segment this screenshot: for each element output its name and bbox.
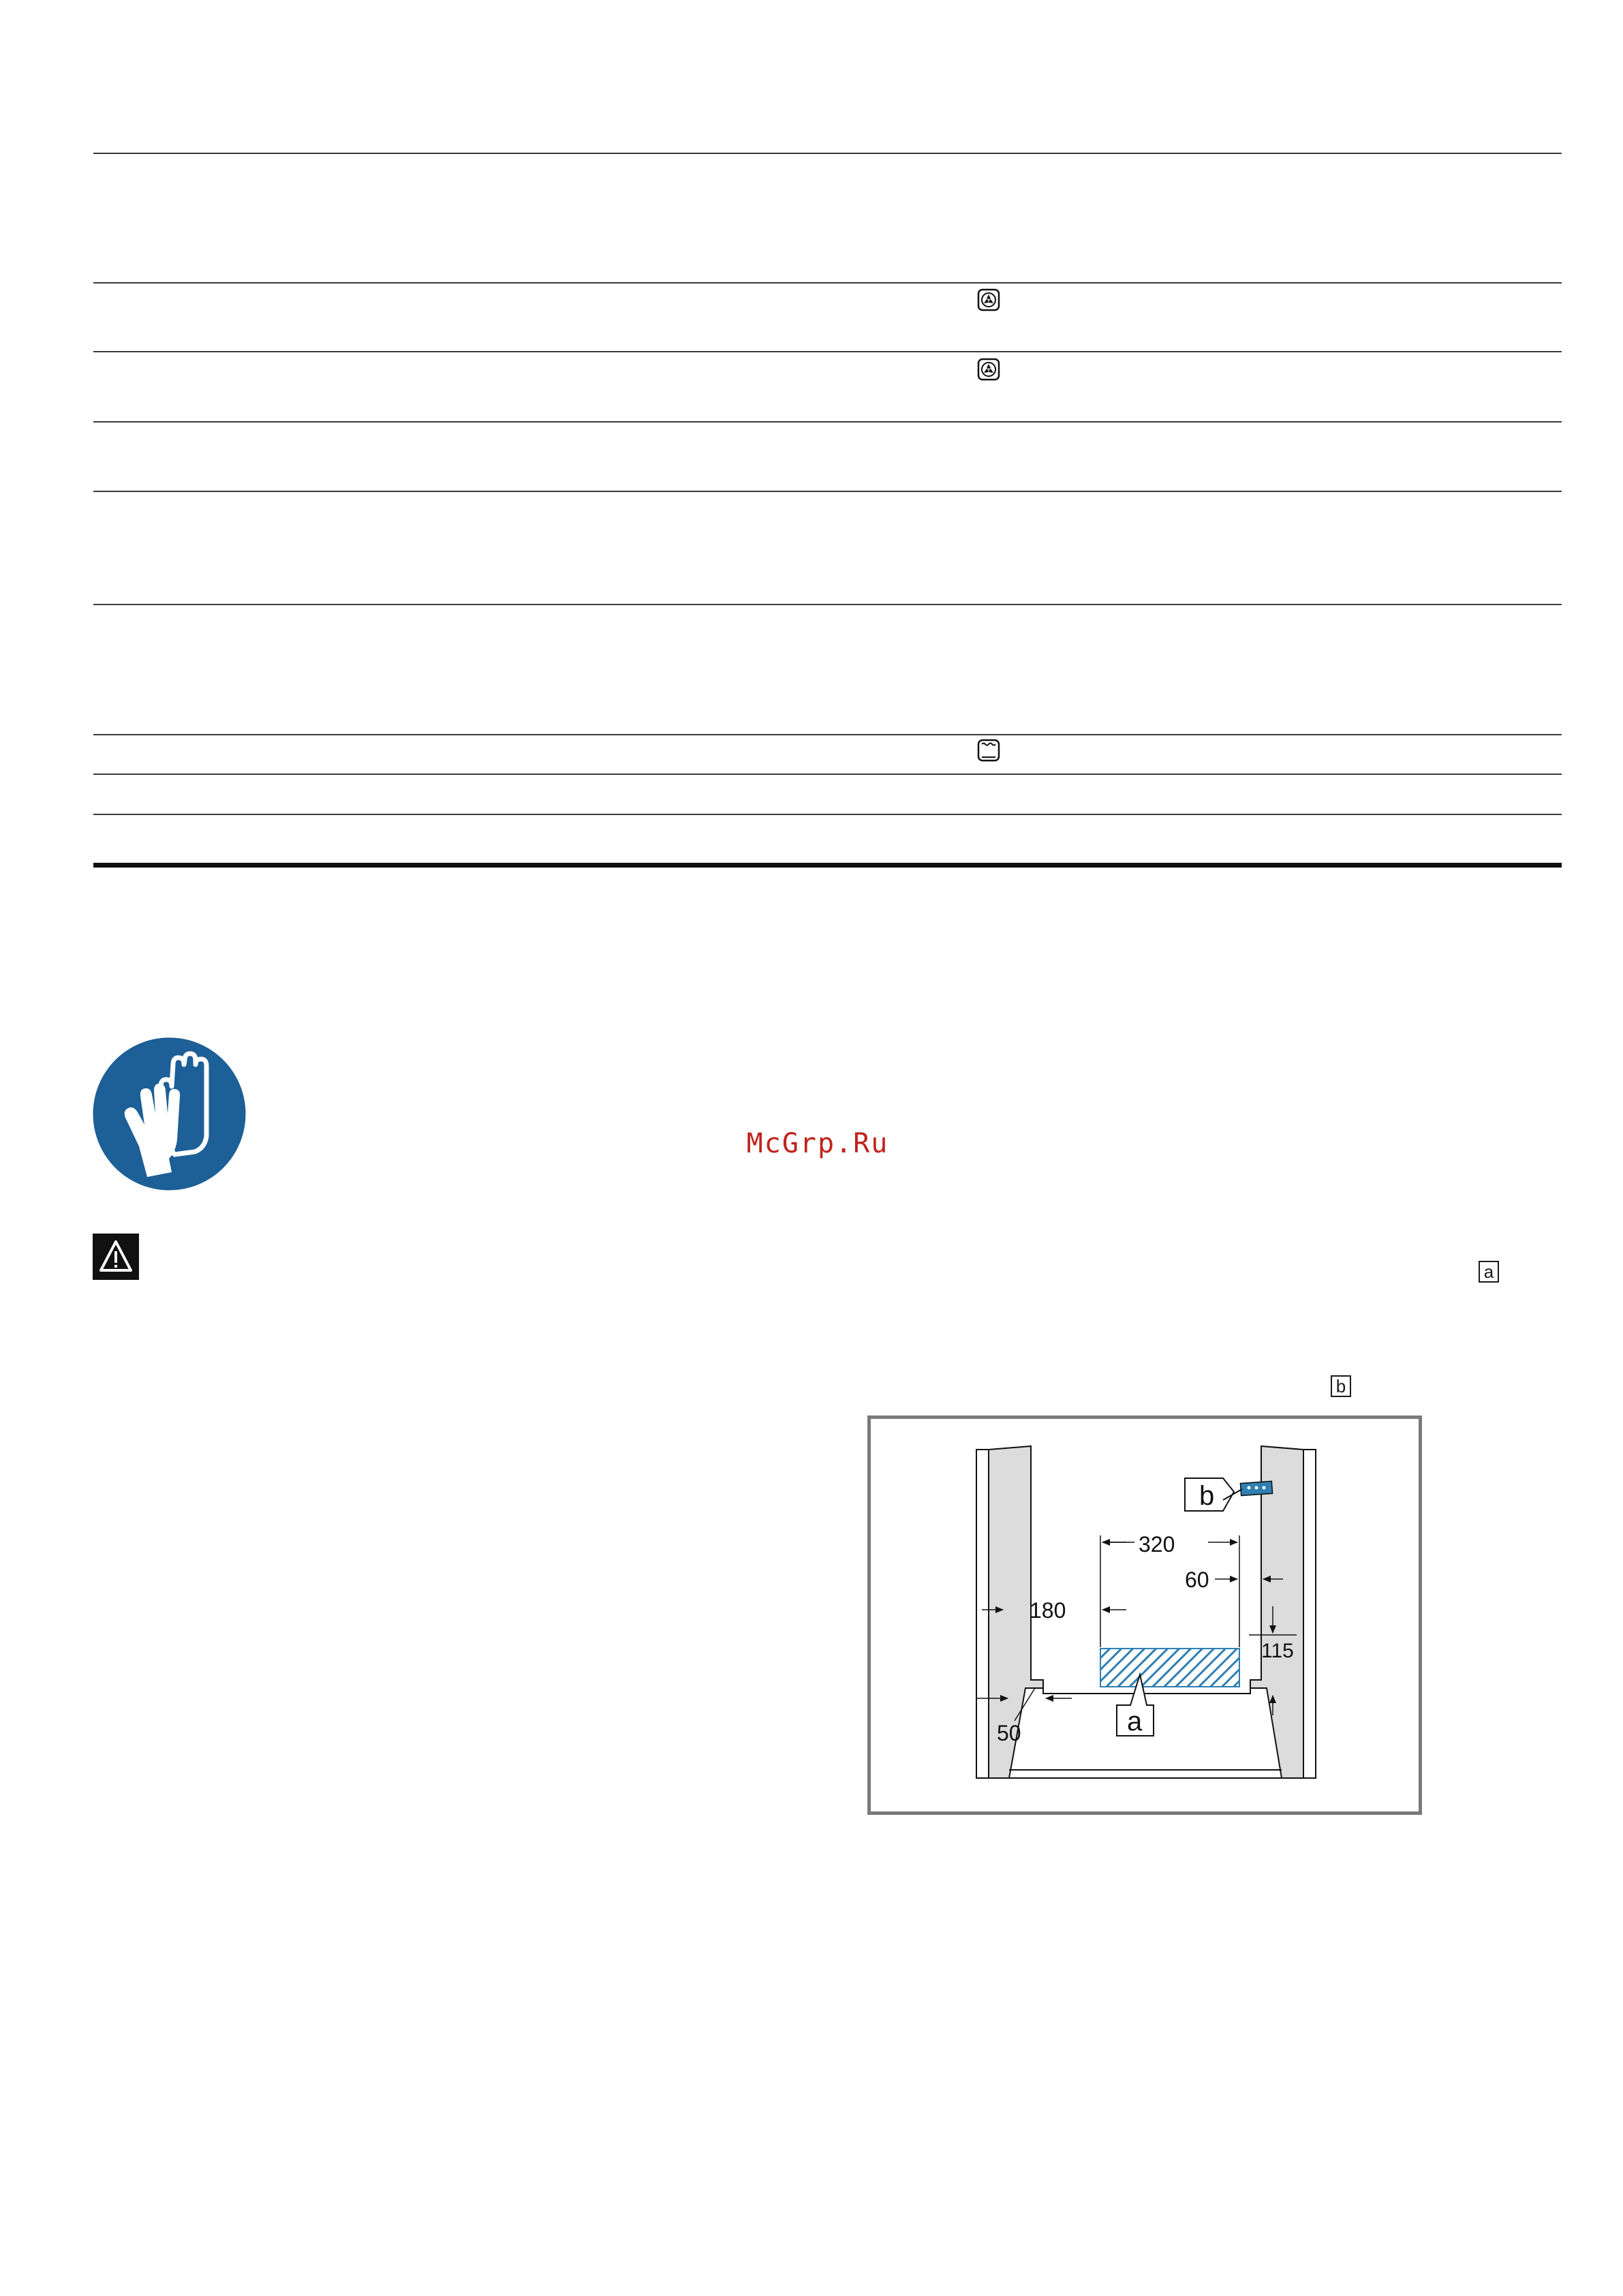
fan-heating-icon bbox=[977, 358, 1000, 381]
dimension-60: 60 bbox=[1185, 1567, 1209, 1592]
top-bottom-heating-icon bbox=[977, 739, 1000, 762]
label-b: b bbox=[1199, 1481, 1215, 1511]
cutout-area-a bbox=[1100, 1649, 1239, 1687]
fan-heating-icon bbox=[977, 288, 1000, 311]
dimension-320: 320 bbox=[1139, 1532, 1175, 1557]
table-rule bbox=[93, 282, 1562, 284]
table-rule-top bbox=[93, 153, 1562, 154]
installation-diagram bbox=[867, 1415, 1422, 1815]
right-side-panel bbox=[1303, 1450, 1316, 1778]
label-a: a bbox=[1127, 1706, 1143, 1736]
dimension-50: 50 bbox=[997, 1721, 1021, 1745]
watermark: McGrp.Ru bbox=[746, 1128, 889, 1159]
table-rule bbox=[93, 814, 1562, 815]
left-side-panel bbox=[976, 1450, 989, 1778]
table-rule bbox=[93, 604, 1562, 605]
table-rule bbox=[93, 351, 1562, 352]
table-rule-bottom bbox=[93, 863, 1562, 868]
table-rule bbox=[93, 774, 1562, 775]
table-rule bbox=[93, 734, 1562, 735]
callout-b: b bbox=[1331, 1375, 1351, 1397]
callout-a: a bbox=[1479, 1261, 1499, 1283]
table-rule bbox=[93, 491, 1562, 492]
diagram-frame bbox=[869, 1418, 1421, 1813]
table-rule bbox=[93, 421, 1562, 423]
dimension-115: 115 bbox=[1261, 1640, 1294, 1662]
dimension-180: 180 bbox=[1030, 1598, 1066, 1623]
warning-triangle-icon bbox=[93, 1234, 139, 1280]
protective-gloves-icon bbox=[93, 1037, 246, 1191]
